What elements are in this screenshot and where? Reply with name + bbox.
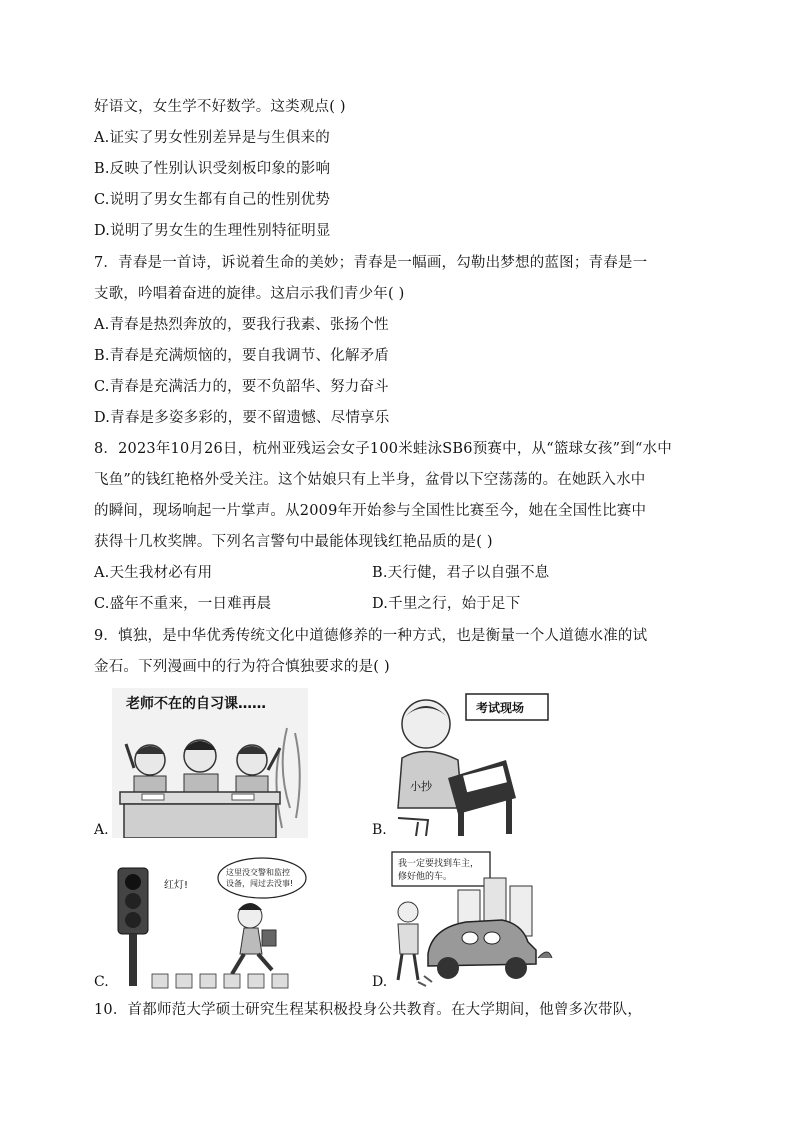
q8-option-c[interactable]: C.盛年不重来，一日难再晨 [94,596,272,612]
q10-stem: 10．首都师范大学硕士研究生程某积极投身公共教育。在大学期间，他曾多次带队， [94,1002,643,1018]
q8-option-b[interactable]: B.天行健，君子以自强不息 [372,565,550,581]
cartoon-b-caption: 考试现场 [476,701,525,715]
cartoon-d-bubble-line1: 我一定要找到车主， [398,859,480,869]
q6-stem: 好语文，女生学不好数学。这类观点( ) [94,99,346,115]
cartoon-c-bubble-line1: 这里没交警和监控 [226,868,290,877]
q6-option-d[interactable]: D.说明了男女生的生理性别特征明显 [94,223,331,239]
q8-stem-line2: 飞鱼”的钱红艳格外受关注。这个姑娘只有上半身，盆骨以下空荡荡的。在她跃入水中 [94,472,646,488]
cartoon-c-bubble-line2: 设备，闯过去没事! [226,879,294,888]
q9-stem-line2: 金石。下列漫画中的行为符合慎独要求的是( ) [94,659,390,675]
q9-option-d-label: D. [372,974,388,990]
q8-stem-line1: 8．2023年10月26日，杭州亚残运会女子100米蛙泳SB6预赛中，从“篮球女孩”到“水中 [94,441,672,457]
cartoon-d-car[interactable] [388,850,554,990]
cartoon-c-speech: 红灯! [164,880,189,891]
q8-option-d[interactable]: D.千里之行，始于足下 [372,596,521,612]
q7-stem-line2: 支歌，吟唱着奋进的旋律。这启示我们青少年( ) [94,286,405,302]
q7-option-a[interactable]: A.青春是热烈奔放的，要我行我素、张扬个性 [94,317,389,333]
q7-option-d[interactable]: D.青春是多姿多彩的，要不留遗憾、尽情享乐 [94,410,390,426]
q8-option-a[interactable]: A.天生我材必有用 [94,565,213,581]
q6-option-b[interactable]: B.反映了性别认识受刻板印象的影响 [94,161,331,177]
q7-stem-line1: 7．青春是一首诗，诉说着生命的美妙；青春是一幅画，勾勒出梦想的蓝图；青春是一 [94,255,648,271]
cartoon-d-bubble-line2: 修好他的车。 [398,872,453,882]
q8-stem-line3: 的瞬间，现场响起一片掌声。从2009年开始参与全国性比赛至今，她在全国性比赛中 [94,503,647,519]
q9-option-a-label: A. [94,822,109,838]
cartoon-a-self-study[interactable] [112,688,308,838]
cartoon-b-exam[interactable] [388,688,554,838]
cartoon-b-note: 小抄 [410,780,432,793]
q7-option-c[interactable]: C.青春是充满活力的，要不负韶华、努力奋斗 [94,379,389,395]
q6-option-a[interactable]: A.证实了男女性别差异是与生俱来的 [94,130,330,146]
q9-option-b-label: B. [372,822,387,838]
cartoon-c-red-light[interactable] [112,856,308,990]
q9-stem-line1: 9．慎独，是中华优秀传统文化中道德修养的一种方式，也是衡量一个人道德水准的试 [94,628,648,644]
q9-option-c-label: C. [94,974,109,990]
q7-option-b[interactable]: B.青春是充满烦恼的，要自我调节、化解矛盾 [94,348,389,364]
q8-stem-line4: 获得十几枚奖牌。下列名言警句中最能体现钱红艳品质的是( ) [94,534,493,550]
cartoon-a-caption: 老师不在的自习课…… [126,696,266,712]
q6-option-c[interactable]: C.说明了男女生都有自己的性别优势 [94,192,331,208]
